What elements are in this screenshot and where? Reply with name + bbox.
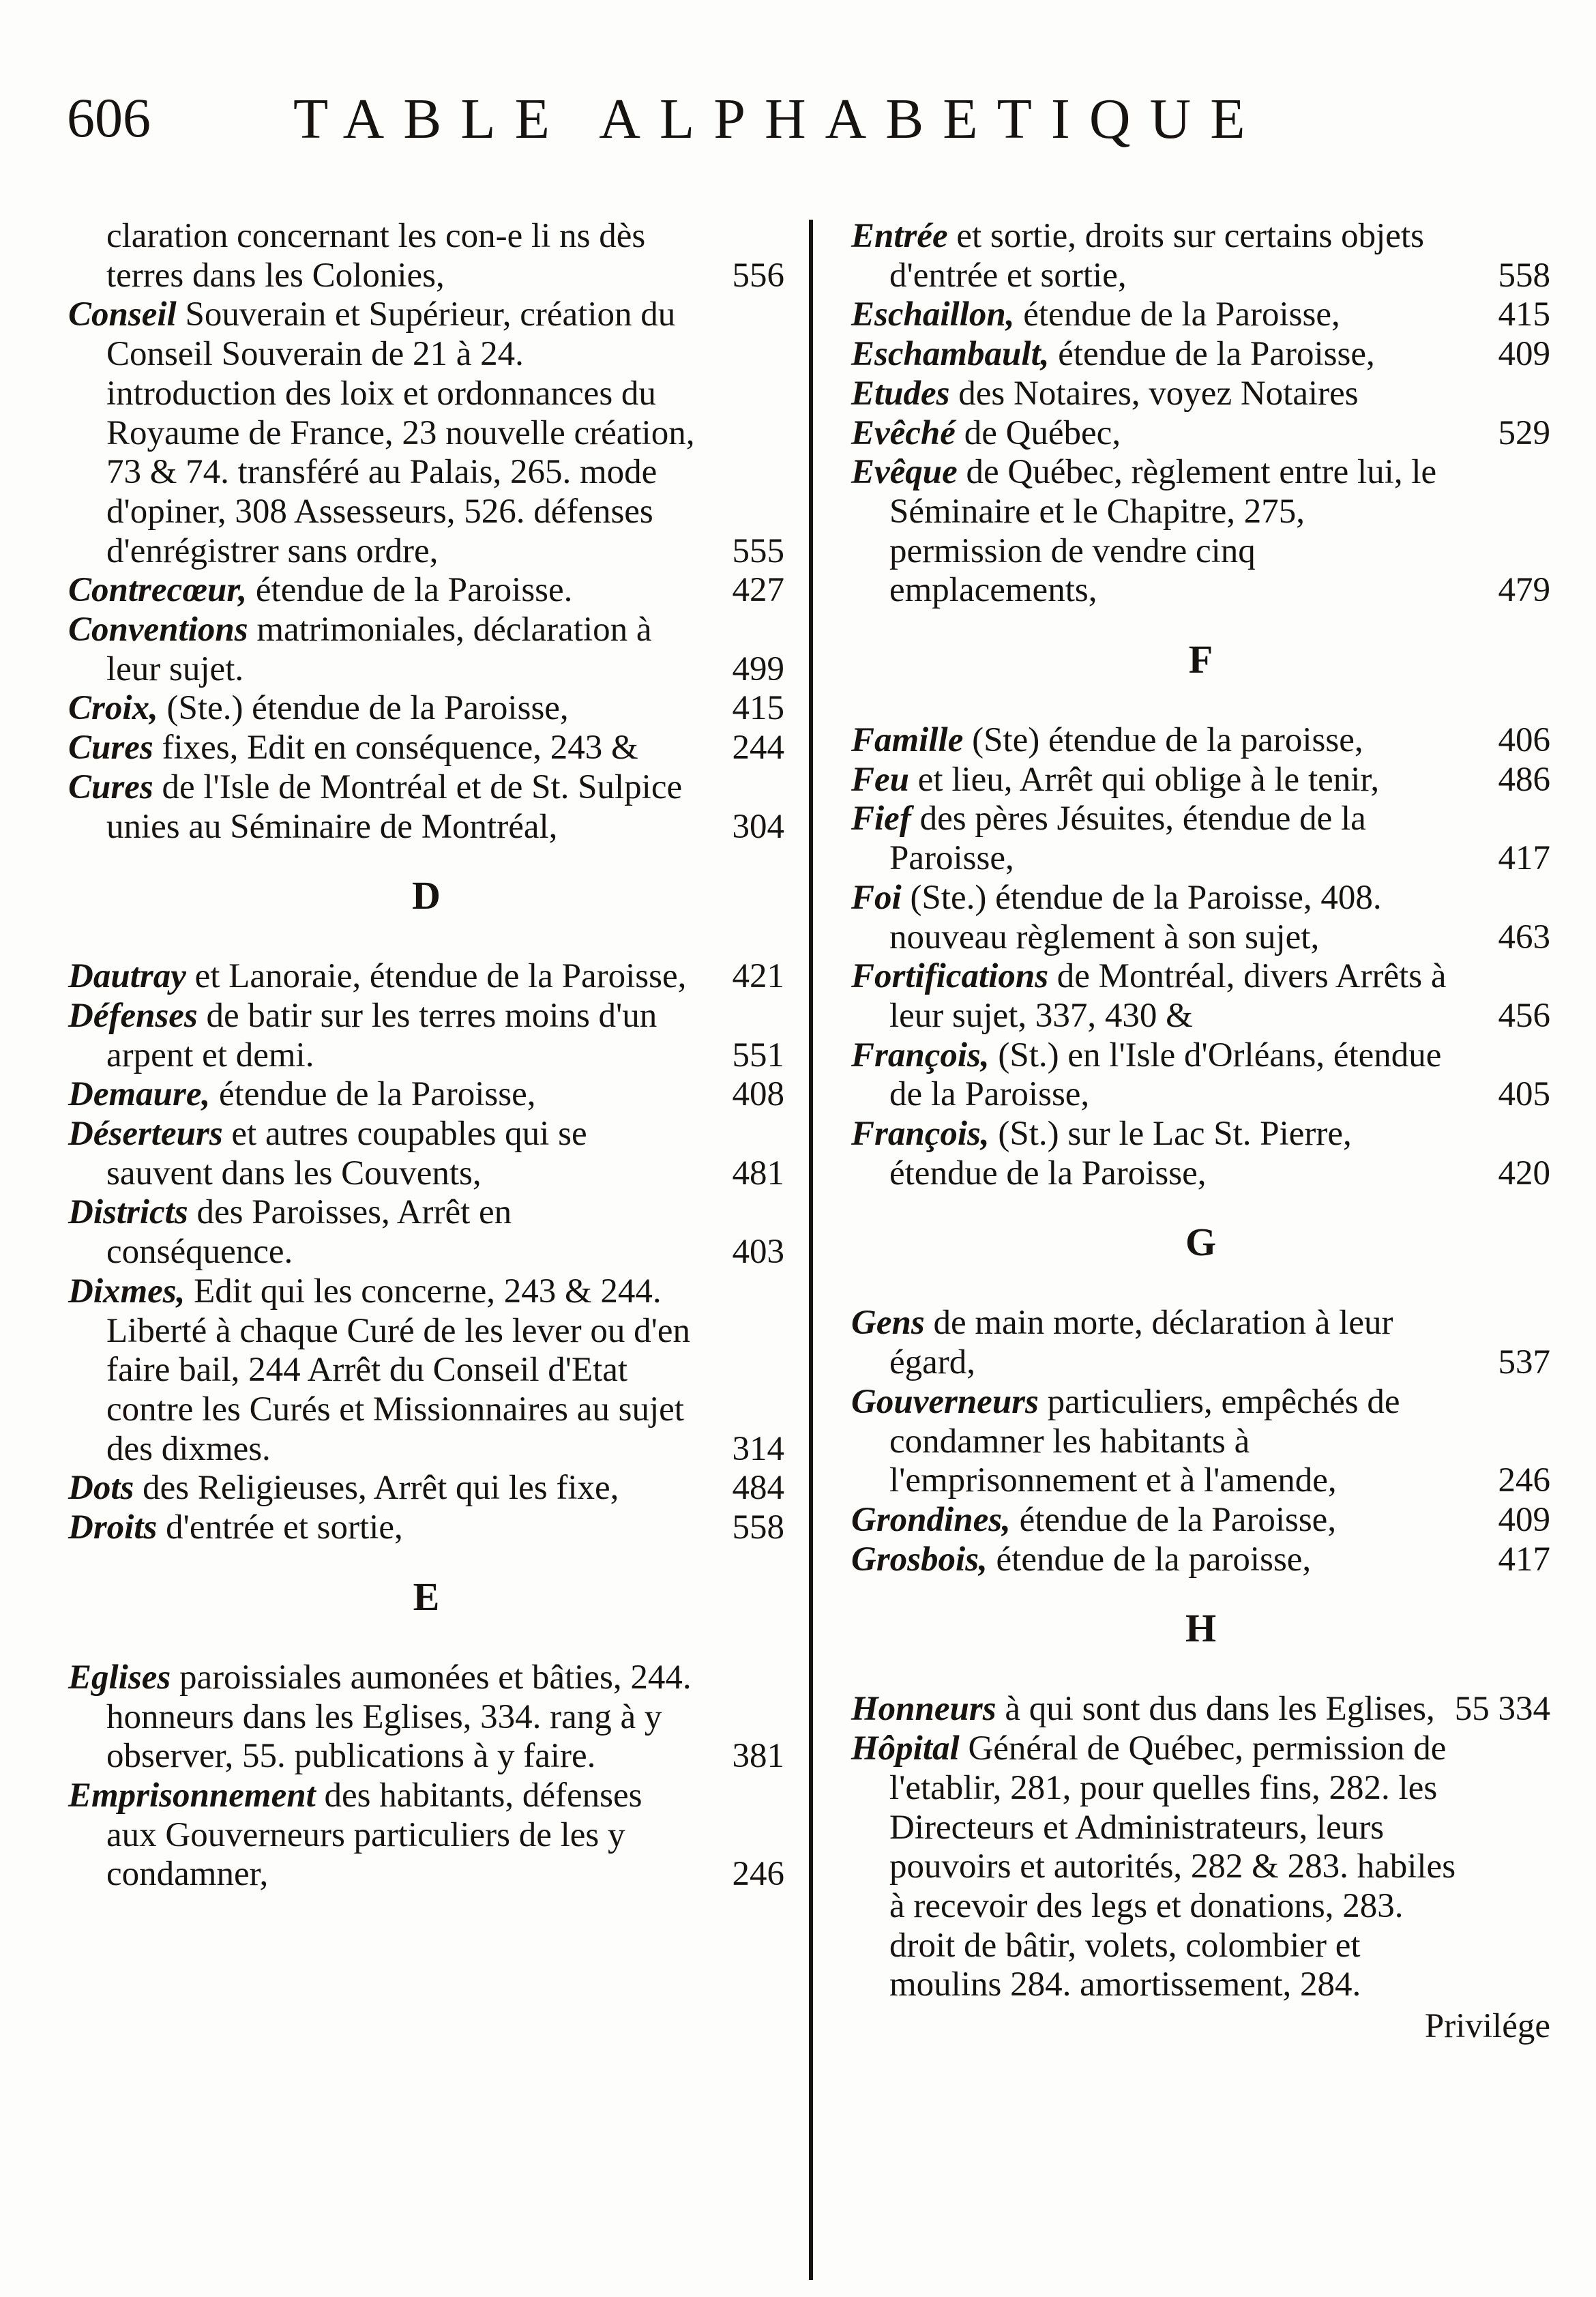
entry-heading: François, [851,1115,990,1154]
index-entry [68,957,784,997]
entry-heading: Conventions [68,611,248,649]
entry-heading: Conseil [68,295,177,334]
entry-page-ref: 499 [732,649,784,688]
entry-heading: Emprisonnement [68,1776,316,1815]
index-entry [68,611,784,689]
index-entry [68,1776,784,1894]
entry-page-ref: 551 [732,1036,784,1074]
index-entry [851,335,1550,375]
entry-text: paroissiales aumonées et bâties, 244. honneurs dans les Eglises, 334. rang à y observer, 55. publications à y faire. [106,1658,692,1776]
entry-page-ref: 529 [1498,413,1550,452]
index-entry [68,997,784,1075]
entry-heading: Croix, [68,689,158,728]
entry-text: Souverain et Supérieur, création du Conseil Souverain de 21 à 24. introduction des loix et ordonnances du Royaume de France, 23 nouvelle création, 73 & 74. transféré au Palais, 265. mode d'opiner, 308 Assesseurs, 526. défenses d'enrégistrer sans ordre, [106,295,695,570]
entry-text: et sortie, droits sur certains objets d'entrée et sortie, [889,217,1424,295]
entry-heading: Gouverneurs [851,1382,1039,1421]
index-entry [68,1469,784,1508]
entry-text: des Paroisses, Arrêt en conséquence. [106,1193,512,1272]
entry-text: claration concernant les con-e li ns dès terres dans les Colonies, [106,217,646,295]
entry-page-ref: 558 [1498,256,1550,295]
entry-page-ref: 417 [1498,839,1550,878]
entry-heading: Eschambault, [851,335,1050,374]
page-number: 606 [67,87,151,149]
section-letter: F [1188,637,1213,682]
index-entry [851,721,1550,761]
entry-text: Edit qui les concerne, 243 & 244. Liberté à chaque Curé de les lever ou d'en faire bail, 244 Arrêt du Conseil d'Etat contre les Curés et Missionnaires au sujet des dixmes. [106,1272,690,1468]
entry-text: étendue de la paroisse, [996,1540,1312,1579]
entry-page-ref: 555 [732,531,784,570]
index-entry [68,295,784,571]
entry-text: et Lanoraie, étendue de la Paroisse, [194,957,687,996]
entry-text: à qui sont dus dans les Eglises, [1005,1690,1435,1729]
entry-heading: Foi [851,878,902,917]
entry-heading: Grondines, [851,1500,1011,1539]
entry-page-ref: 484 [732,1469,784,1508]
index-entry [851,761,1550,800]
entry-page-ref: 406 [1498,721,1550,760]
entry-heading: Cures [68,729,153,767]
index-entry [68,1272,784,1469]
entry-page-ref: 415 [732,689,784,728]
entry-heading: Fief [851,800,911,838]
entry-page-ref: 381 [732,1737,784,1776]
entry-heading: Cures [68,767,153,806]
entry-heading: Dots [68,1469,134,1508]
entry-heading: Hôpital [851,1729,960,1768]
entry-heading: Défenses [68,996,198,1035]
entry-text: étendue de la Paroisse, [1019,1500,1337,1539]
page-header [0,81,1596,162]
entry-text: de main morte, déclaration à leur égard, [889,1304,1393,1382]
entry-text: (Ste.) étendue de la Paroisse, 408. nouveau règlement à son sujet, [889,878,1382,956]
entry-heading: Honneurs [851,1690,996,1729]
entry-text: (Ste) étendue de la paroisse, [972,721,1363,760]
entry-text: des pères Jésuites, étendue de la Paroisse, [889,800,1366,878]
entry-page-ref: 463 [1498,918,1550,956]
index-entry [851,217,1550,295]
entry-page-ref: 304 [732,807,784,846]
index-entry [851,1540,1550,1580]
right-column [851,217,1550,2046]
entry-page-ref: 415 [1498,295,1550,334]
entry-heading: Eschaillon, [851,295,1015,334]
entry-page-ref: 558 [732,1508,784,1547]
entry-page-ref: 314 [732,1429,784,1468]
left-entry-list [68,217,784,1894]
entry-page-ref: 244 [732,729,784,767]
entry-page-ref: 55 334 [1454,1690,1550,1729]
entry-heading: Droits [68,1508,158,1547]
entry-heading: Entrée [851,217,948,255]
entry-page-ref: 409 [1498,1500,1550,1539]
entry-text: matrimoniales, déclaration à leur sujet. [106,611,652,688]
entry-text: d'entrée et sortie, [166,1508,403,1547]
index-entry [68,1115,784,1193]
entry-page-ref: 408 [732,1075,784,1114]
entry-heading: Eglises [68,1658,171,1697]
entry-text: étendue de la Paroisse, [1023,295,1340,334]
column-divider [809,220,813,2280]
entry-text: (St.) sur le Lac St. Pierre, étendue de la Paroisse, [889,1115,1352,1193]
index-entry [851,414,1550,454]
entry-heading: Districts [68,1193,188,1232]
entry-text: des Notaires, voyez Notaires [958,374,1359,413]
entry-text: de l'Isle de Montréal et de St. Sulpice unies au Séminaire de Montréal, [106,767,683,846]
entry-text: de Québec, règlement entre lui, le Séminaire et le Chapitre, 275, permission de vendre cinq emplacements, [889,453,1437,610]
index-entry [851,957,1550,1036]
index-entry [851,453,1550,611]
entry-text: Général de Québec, permission de l'etablir, 281, pour quelles fins, 282. les Directeurs et Administrateurs, leurs pouvoirs et autorités, 282 & 283. habiles à recevoir des legs et donations, 283. droit de bâtir, volets, colombier et moulins 284. amortissement, 284. [889,1729,1456,2004]
entry-heading: Dixmes, [68,1272,186,1311]
entry-page-ref: 481 [732,1154,784,1193]
entry-page-ref: 403 [732,1233,784,1272]
entry-heading: Gens [851,1304,925,1343]
entry-heading: Evêché [851,413,956,452]
entry-page-ref: 409 [1498,335,1550,374]
entry-heading: Grosbois, [851,1540,988,1579]
entry-heading: Contrecœur, [68,571,248,610]
entry-text: de Québec, [964,413,1121,452]
entry-page-ref: 479 [1498,571,1550,610]
entry-heading: François, [851,1036,990,1074]
entry-page-ref: 427 [732,571,784,610]
index-entry [68,571,784,611]
entry-heading: Dautray [68,957,186,996]
entry-heading: Demaure, [68,1075,211,1114]
entry-text: particuliers, empêchés de condamner les habitants à l'emprisonnement et à l'amende, [889,1382,1400,1500]
index-entry [851,879,1550,957]
entry-text: étendue de la Paroisse, [1058,335,1375,374]
entry-text: et lieu, Arrêt qui oblige à le tenir, [917,760,1380,799]
index-entry [68,1193,784,1272]
entry-text: des habitants, défenses aux Gouverneurs particuliers de les y condamner, [106,1776,642,1894]
entry-text: et autres coupables qui se sauvent dans les Couvents, [106,1115,587,1193]
entry-heading: Evêque [851,453,958,492]
index-entry [851,1690,1550,1729]
index-entry [68,1075,784,1115]
entry-text: étendue de la Paroisse, [218,1075,536,1114]
entry-heading: Fortifications [851,957,1049,996]
index-entry [68,217,784,295]
section-letter: H [1185,1606,1217,1651]
right-entry-list [851,217,1550,2005]
entry-page-ref: 537 [1498,1343,1550,1382]
entry-text: de batir sur les terres moins d'un arpent et demi. [106,996,657,1074]
entry-page-ref: 421 [732,957,784,996]
entry-heading: Déserteurs [68,1115,223,1154]
index-entry [851,1115,1550,1193]
entry-text: (Ste.) étendue de la Paroisse, [166,689,569,728]
index-entry [851,1304,1550,1382]
index-entry [68,729,784,768]
section-letter: E [413,1574,440,1619]
entry-page-ref: 246 [1498,1461,1550,1500]
index-entry [851,1729,1550,2005]
index-entry [68,1658,784,1776]
index-entry [851,295,1550,335]
entry-heading: Feu [851,760,910,799]
index-entry [851,800,1550,878]
entry-page-ref: 246 [732,1855,784,1894]
entry-page-ref: 556 [732,256,784,295]
entry-page-ref: 417 [1498,1540,1550,1579]
entry-text: (St.) en l'Isle d'Orléans, étendue de la Paroisse, [889,1036,1442,1114]
entry-page-ref: 456 [1498,996,1550,1035]
entry-text: de Montréal, divers Arrêts à leur sujet, 337, 430 & [889,957,1447,1035]
section-letter: G [1185,1220,1217,1265]
entry-text: étendue de la Paroisse. [255,571,573,610]
index-entry [851,1501,1550,1540]
entry-heading: Famille [851,721,964,760]
index-entry [68,768,784,847]
running-title: TABLE ALPHABETIQUE [293,87,1265,151]
catchword: Privilége [1424,2007,1550,2046]
index-entry [851,1036,1550,1115]
entry-page-ref: 405 [1498,1075,1550,1114]
index-entry [851,375,1550,414]
entry-text: des Religieuses, Arrêt qui les fixe, [143,1469,619,1508]
left-column [68,217,784,1894]
entry-text: fixes, Edit en conséquence, 243 & [162,729,638,767]
entry-heading: Etudes [851,374,950,413]
index-entry [68,689,784,729]
section-letter: D [412,873,441,918]
index-entry [68,1508,784,1548]
entry-page-ref: 486 [1498,760,1550,799]
index-entry [851,1383,1550,1501]
entry-page-ref: 420 [1498,1154,1550,1193]
